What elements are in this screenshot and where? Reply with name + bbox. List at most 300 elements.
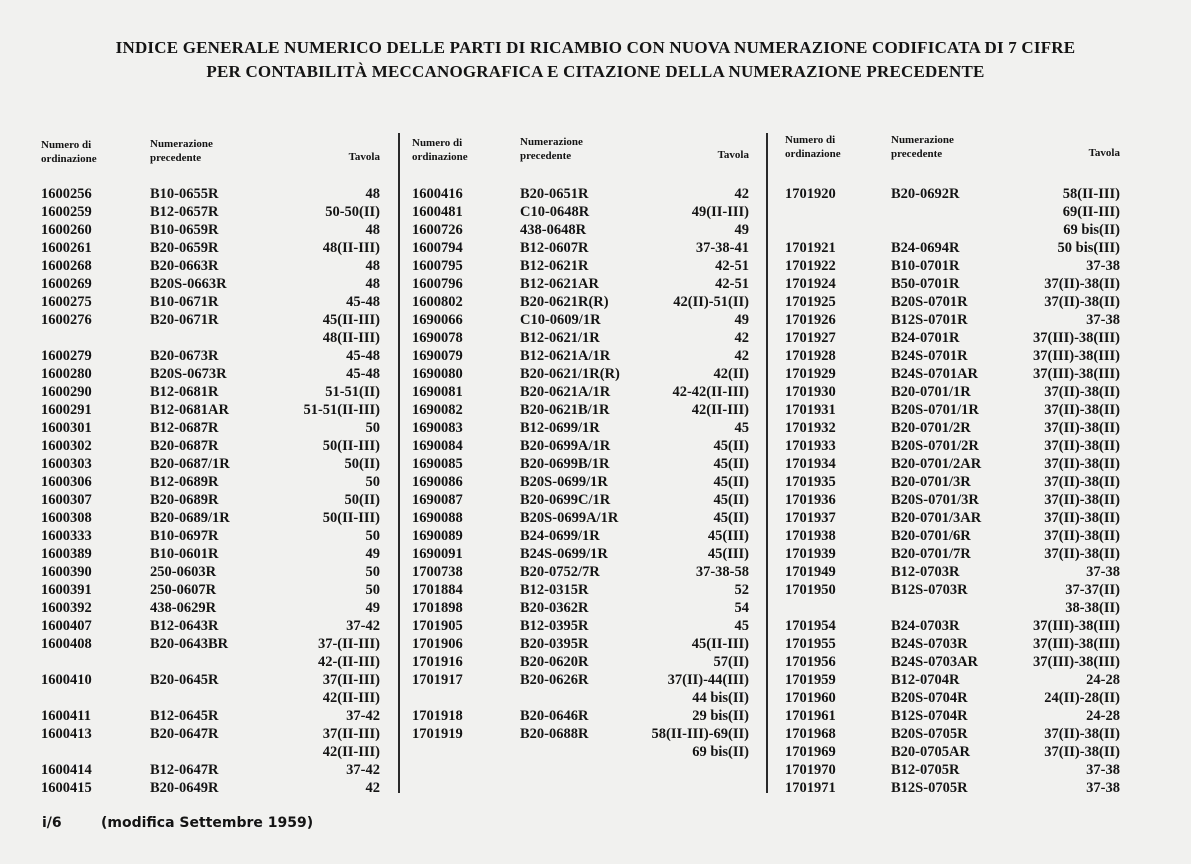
title-line-2: PER CONTABILITÀ MECCANOGRAFICA E CITAZIONE DELLA NUMERAZIONE PRECEDENTE	[206, 62, 985, 81]
order-number: 1701950	[785, 582, 836, 598]
previous-number: B12-0681AR	[150, 402, 229, 418]
table-ref: 42	[734, 330, 749, 346]
table-row	[41, 257, 380, 275]
table-ref: 42	[734, 348, 749, 364]
table-ref: 37(II-III)	[322, 726, 380, 742]
table-row	[785, 581, 1120, 599]
order-number: 1600407	[41, 618, 92, 634]
table-ref: 37(II)-44(III)	[667, 672, 749, 688]
order-number: 1600391	[41, 582, 92, 598]
table-row	[412, 311, 749, 329]
previous-number: C10-0609/1R	[520, 312, 601, 328]
previous-number: B24S-0703AR	[891, 654, 979, 670]
table-row	[412, 599, 749, 617]
table-ref: 45-48	[346, 294, 380, 310]
table-ref: 45-48	[346, 348, 380, 364]
table-row	[412, 671, 749, 689]
table-ref: 50(II)	[344, 492, 380, 508]
order-number: 1600389	[41, 546, 92, 562]
table-ref: 45(II-III)	[322, 312, 380, 328]
table-row	[785, 329, 1120, 347]
order-number: 1701884	[412, 582, 463, 598]
previous-number: B20-0362R	[520, 600, 589, 616]
order-number: 1600290	[41, 384, 92, 400]
table-ref: 37-42	[346, 762, 380, 778]
order-number: 1701924	[785, 276, 836, 292]
order-number: 1701937	[785, 510, 836, 526]
table-row	[785, 779, 1120, 797]
table-ref: 37(II)-38(II)	[1044, 546, 1120, 562]
column-divider	[766, 133, 768, 793]
previous-number: B20-0651R	[520, 186, 589, 202]
order-number: 1600303	[41, 456, 92, 472]
table-ref: 37-37(II)	[1065, 582, 1120, 598]
table-row	[412, 329, 749, 347]
table-ref: 45(III)	[707, 528, 749, 544]
table-row	[785, 455, 1120, 473]
table-row	[41, 743, 380, 761]
table-ref: 37(II)-38(II)	[1044, 726, 1120, 742]
table-ref: 49	[365, 546, 380, 562]
order-number: 1701925	[785, 294, 836, 310]
order-number: 1701916	[412, 654, 463, 670]
table-row	[41, 311, 380, 329]
table-ref: 50(II-III)	[322, 438, 380, 454]
order-number: 1701955	[785, 636, 836, 652]
previous-number: B10-0701R	[891, 258, 960, 274]
order-number: 1701898	[412, 600, 463, 616]
table-ref: 42(II)	[713, 366, 749, 382]
index-column-2	[412, 130, 749, 760]
table-ref: 42	[365, 780, 380, 796]
table-row	[785, 527, 1120, 545]
table-ref: 42(II)-51(II)	[673, 294, 749, 310]
previous-number: B20-0647R	[150, 726, 219, 742]
table-row	[41, 221, 380, 239]
order-number: 1600279	[41, 348, 92, 364]
order-number: 1701960	[785, 690, 836, 706]
previous-number: 438-0648R	[520, 222, 587, 238]
table-ref: 50 bis(III)	[1057, 240, 1120, 256]
order-number: 1600408	[41, 636, 92, 652]
table-ref: 37(II)-38(II)	[1044, 384, 1120, 400]
table-ref: 48(II-III)	[322, 330, 380, 346]
table-ref: 37-38	[1086, 312, 1120, 328]
table-row	[785, 689, 1120, 707]
previous-number: 250-0607R	[150, 582, 217, 598]
previous-number: B20-0687/1R	[150, 456, 230, 472]
title-line-1: INDICE GENERALE NUMERICO DELLE PARTI DI RICAMBIO CON NUOVA NUMERAZIONE CODIFICATA DI 7 CIFRE	[115, 38, 1076, 57]
table-row	[41, 599, 380, 617]
order-number: 1701929	[785, 366, 836, 382]
table-row	[412, 437, 749, 455]
table-ref: 57(II)	[713, 654, 749, 670]
table-ref: 45(III)	[707, 546, 749, 562]
order-number: 1701917	[412, 672, 463, 688]
table-row	[41, 293, 380, 311]
order-number: 1701922	[785, 258, 836, 274]
table-row	[785, 707, 1120, 725]
table-ref: 48	[365, 186, 380, 202]
order-number: 1600260	[41, 222, 92, 238]
table-row	[41, 491, 380, 509]
order-number: 1701905	[412, 618, 463, 634]
previous-number: B10-0671R	[150, 294, 219, 310]
table-ref: 50	[365, 582, 380, 598]
order-number: 1701969	[785, 744, 836, 760]
order-number: 1690083	[412, 420, 463, 436]
table-ref: 49	[734, 312, 749, 328]
table-row	[412, 581, 749, 599]
previous-number: B20-0646R	[520, 708, 589, 724]
order-number: 1600410	[41, 672, 92, 688]
table-ref: 49	[734, 222, 749, 238]
previous-number: B12-0621R	[520, 258, 589, 274]
order-number: 1701934	[785, 456, 836, 472]
table-row	[41, 509, 380, 527]
table-row	[785, 599, 1120, 617]
table-ref: 37-(II-III)	[317, 636, 380, 652]
table-ref: 24(II)-28(II)	[1044, 690, 1120, 706]
page-number: i/6	[42, 815, 62, 831]
previous-number: B12S-0704R	[891, 708, 968, 724]
table-ref: 37-38	[1086, 780, 1120, 796]
table-ref: 42(II-III)	[322, 744, 380, 760]
header-previous-number: Numerazione precedente	[520, 136, 583, 162]
order-number: 1600333	[41, 528, 92, 544]
order-number: 1600268	[41, 258, 92, 274]
table-row	[41, 347, 380, 365]
previous-number: B12-0607R	[520, 240, 589, 256]
table-row	[785, 545, 1120, 563]
order-number: 1690088	[412, 510, 463, 526]
table-row	[412, 743, 749, 761]
previous-number: B20-0649R	[150, 780, 219, 796]
header-previous-number: Numerazione precedente	[891, 134, 954, 160]
previous-number: B20-0705AR	[891, 744, 970, 760]
table-ref: 42-42(II-III)	[672, 384, 749, 400]
previous-number: B20-0687R	[150, 438, 219, 454]
previous-number: B20-0701/2R	[891, 420, 971, 436]
previous-number: B20-0626R	[520, 672, 589, 688]
order-number: 1690091	[412, 546, 463, 562]
table-ref: 37(III)-38(III)	[1033, 618, 1120, 634]
previous-number: B12-0657R	[150, 204, 219, 220]
previous-number: B12-0705R	[891, 762, 960, 778]
header-order-number: Numero di ordinazione	[785, 134, 841, 160]
previous-number: B10-0655R	[150, 186, 219, 202]
previous-number: 250-0603R	[150, 564, 217, 580]
previous-number: B20-0621R(R)	[520, 294, 609, 310]
table-ref: 45(II)	[713, 438, 749, 454]
order-number: 1701949	[785, 564, 836, 580]
table-row	[785, 365, 1120, 383]
column-header	[785, 130, 1120, 180]
previous-number: B12-0704R	[891, 672, 960, 688]
previous-number: B20-0699B/1R	[520, 456, 610, 472]
table-ref: 51-51(II)	[325, 384, 380, 400]
previous-number: B12-0647R	[150, 762, 219, 778]
previous-number: B12-0703R	[891, 564, 960, 580]
previous-number: B12S-0705R	[891, 780, 968, 796]
previous-number: B20-0659R	[150, 240, 219, 256]
table-ref: 52	[734, 582, 749, 598]
previous-number: B12-0645R	[150, 708, 219, 724]
order-number: 1600415	[41, 780, 92, 796]
table-row	[785, 383, 1120, 401]
table-ref: 48	[365, 258, 380, 274]
order-number: 1600259	[41, 204, 92, 220]
table-ref: 69 bis(II)	[692, 744, 749, 760]
previous-number: B20-0621A/1R	[520, 384, 611, 400]
table-ref: 50	[365, 528, 380, 544]
previous-number: B20-0701/3R	[891, 474, 971, 490]
order-number: 1701930	[785, 384, 836, 400]
previous-number: B24S-0699/1R	[520, 546, 608, 562]
order-number: 1600802	[412, 294, 463, 310]
header-table: Tavola	[348, 151, 380, 163]
previous-number: B20S-0704R	[891, 690, 968, 706]
table-ref: 45(II)	[713, 510, 749, 526]
previous-number: B24-0699/1R	[520, 528, 600, 544]
table-row	[41, 617, 380, 635]
table-row	[41, 329, 380, 347]
previous-number: B24S-0701AR	[891, 366, 979, 382]
previous-number: B12-0621AR	[520, 276, 599, 292]
table-row	[412, 545, 749, 563]
column-header	[41, 130, 380, 180]
table-ref: 37(II)-38(II)	[1044, 276, 1120, 292]
table-row	[41, 473, 380, 491]
table-row	[412, 275, 749, 293]
previous-number: B20S-0701/1R	[891, 402, 979, 418]
table-row	[41, 437, 380, 455]
table-ref: 37(III)-38(III)	[1033, 636, 1120, 652]
previous-number: B20S-0673R	[150, 366, 227, 382]
table-row	[785, 671, 1120, 689]
table-ref: 37-38	[1086, 258, 1120, 274]
table-row	[412, 347, 749, 365]
table-row	[785, 419, 1120, 437]
table-row	[785, 743, 1120, 761]
previous-number: B20-0621B/1R	[520, 402, 610, 418]
table-ref: 45(II)	[713, 474, 749, 490]
previous-number: B12-0689R	[150, 474, 219, 490]
previous-number: B24S-0701R	[891, 348, 968, 364]
previous-number: B24-0703R	[891, 618, 960, 634]
table-ref: 69(II-III)	[1062, 204, 1120, 220]
table-ref: 37-42	[346, 708, 380, 724]
order-number: 1701938	[785, 528, 836, 544]
previous-number: B20S-0701R	[891, 294, 968, 310]
table-row	[41, 545, 380, 563]
order-number: 1600276	[41, 312, 92, 328]
order-number: 1701956	[785, 654, 836, 670]
previous-number: B20-0643BR	[150, 636, 229, 652]
table-ref: 45	[734, 420, 749, 436]
table-row	[41, 185, 380, 203]
previous-number: B20-0701/7R	[891, 546, 971, 562]
table-ref: 42-(II-III)	[317, 654, 380, 670]
previous-number: B12-0699/1R	[520, 420, 600, 436]
table-ref: 50(II-III)	[322, 510, 380, 526]
table-row	[412, 185, 749, 203]
table-ref: 45	[734, 618, 749, 634]
order-number: 1701931	[785, 402, 836, 418]
previous-number: B20S-0663R	[150, 276, 227, 292]
order-number: 1701959	[785, 672, 836, 688]
table-ref: 37(III)-38(III)	[1033, 330, 1120, 346]
previous-number: B20-0701/2AR	[891, 456, 982, 472]
table-row	[412, 653, 749, 671]
order-number: 1600414	[41, 762, 92, 778]
order-number: 1600794	[412, 240, 463, 256]
order-number: 1690087	[412, 492, 463, 508]
table-ref: 38-38(II)	[1065, 600, 1120, 616]
order-number: 1690080	[412, 366, 463, 382]
order-number: 1600481	[412, 204, 463, 220]
order-number: 1701919	[412, 726, 463, 742]
table-ref: 42(II-III)	[322, 690, 380, 706]
previous-number: B20-0645R	[150, 672, 219, 688]
table-row	[41, 365, 380, 383]
table-ref: 37(II)-38(II)	[1044, 294, 1120, 310]
table-row	[41, 455, 380, 473]
table-ref: 37(III)-38(III)	[1033, 654, 1120, 670]
table-row	[412, 689, 749, 707]
table-ref: 45(II-III)	[691, 636, 749, 652]
previous-number: B10-0659R	[150, 222, 219, 238]
order-number: 1600726	[412, 222, 463, 238]
table-row	[41, 581, 380, 599]
order-number: 1700738	[412, 564, 463, 580]
table-ref: 29 bis(II)	[692, 708, 749, 724]
table-row	[41, 707, 380, 725]
table-row	[412, 563, 749, 581]
previous-number: B20-0621/1R(R)	[520, 366, 620, 382]
previous-number: B20-0701/3AR	[891, 510, 982, 526]
table-ref: 48	[365, 276, 380, 292]
previous-number: B20S-0699A/1R	[520, 510, 619, 526]
order-number: 1701921	[785, 240, 836, 256]
table-ref: 42-51	[715, 276, 749, 292]
table-row	[785, 311, 1120, 329]
column-divider	[398, 133, 400, 793]
order-number: 1600291	[41, 402, 92, 418]
previous-number: B20-0699A/1R	[520, 438, 611, 454]
table-row	[785, 617, 1120, 635]
table-ref: 50	[365, 420, 380, 436]
index-column-1	[41, 130, 380, 796]
table-row	[412, 509, 749, 527]
order-number: 1701954	[785, 618, 836, 634]
order-number: 1600280	[41, 366, 92, 382]
order-number: 1690081	[412, 384, 463, 400]
header-previous-number: Numerazione precedente	[150, 138, 213, 164]
table-ref: 37(II)-38(II)	[1044, 744, 1120, 760]
table-row	[412, 419, 749, 437]
previous-number: B20-0701/6R	[891, 528, 971, 544]
table-ref: 37(II-III)	[322, 672, 380, 688]
table-ref: 37(II)-38(II)	[1044, 420, 1120, 436]
table-row	[785, 437, 1120, 455]
table-ref: 69 bis(II)	[1063, 222, 1120, 238]
table-ref: 37-38	[1086, 564, 1120, 580]
table-ref: 37-42	[346, 618, 380, 634]
table-ref: 37(III)-38(III)	[1033, 348, 1120, 364]
order-number: 1701961	[785, 708, 836, 724]
table-row	[41, 689, 380, 707]
order-number: 1600413	[41, 726, 92, 742]
order-number: 1600795	[412, 258, 463, 274]
previous-number: B20-0688R	[520, 726, 589, 742]
previous-number: B20S-0701/2R	[891, 438, 979, 454]
table-row	[412, 383, 749, 401]
table-ref: 45(II)	[713, 492, 749, 508]
table-ref: 48(II-III)	[322, 240, 380, 256]
index-rows	[41, 185, 380, 797]
table-row	[785, 239, 1120, 257]
table-row	[41, 419, 380, 437]
table-row	[412, 707, 749, 725]
order-number: 1690084	[412, 438, 463, 454]
order-number: 1701971	[785, 780, 836, 796]
order-number: 1690082	[412, 402, 463, 418]
order-number: 1600796	[412, 276, 463, 292]
order-number: 1690086	[412, 474, 463, 490]
order-number: 1701920	[785, 186, 836, 202]
table-ref: 37-38	[1086, 762, 1120, 778]
table-ref: 48	[365, 222, 380, 238]
table-row	[412, 635, 749, 653]
table-row	[412, 221, 749, 239]
table-row	[785, 221, 1120, 239]
index-column-3	[785, 130, 1120, 796]
previous-number: B20S-0699/1R	[520, 474, 608, 490]
order-number: 1701928	[785, 348, 836, 364]
revision-note: (modifica Settembre 1959)	[101, 815, 314, 831]
order-number: 1701970	[785, 762, 836, 778]
table-row	[785, 509, 1120, 527]
table-row	[412, 491, 749, 509]
order-number: 1701927	[785, 330, 836, 346]
table-row	[785, 401, 1120, 419]
previous-number: C10-0648R	[520, 204, 590, 220]
table-row	[41, 653, 380, 671]
table-row	[412, 293, 749, 311]
order-number: 1600308	[41, 510, 92, 526]
table-ref: 37(III)-38(III)	[1033, 366, 1120, 382]
order-number: 1600302	[41, 438, 92, 454]
previous-number: B20-0689/1R	[150, 510, 230, 526]
previous-number: B20-0673R	[150, 348, 219, 364]
previous-number: B20-0701/1R	[891, 384, 971, 400]
table-ref: 42-51	[715, 258, 749, 274]
table-row	[41, 671, 380, 689]
table-ref: 37(II)-38(II)	[1044, 438, 1120, 454]
table-ref: 37(II)-38(II)	[1044, 474, 1120, 490]
header-order-number: Numero di ordinazione	[412, 137, 468, 163]
table-ref: 50	[365, 474, 380, 490]
previous-number: B20-0689R	[150, 492, 219, 508]
previous-number: B12-0687R	[150, 420, 219, 436]
table-row	[785, 203, 1120, 221]
table-ref: 42	[734, 186, 749, 202]
previous-number: B20S-0701/3R	[891, 492, 979, 508]
order-number: 1690079	[412, 348, 463, 364]
table-row	[412, 257, 749, 275]
order-number: 1600392	[41, 600, 92, 616]
